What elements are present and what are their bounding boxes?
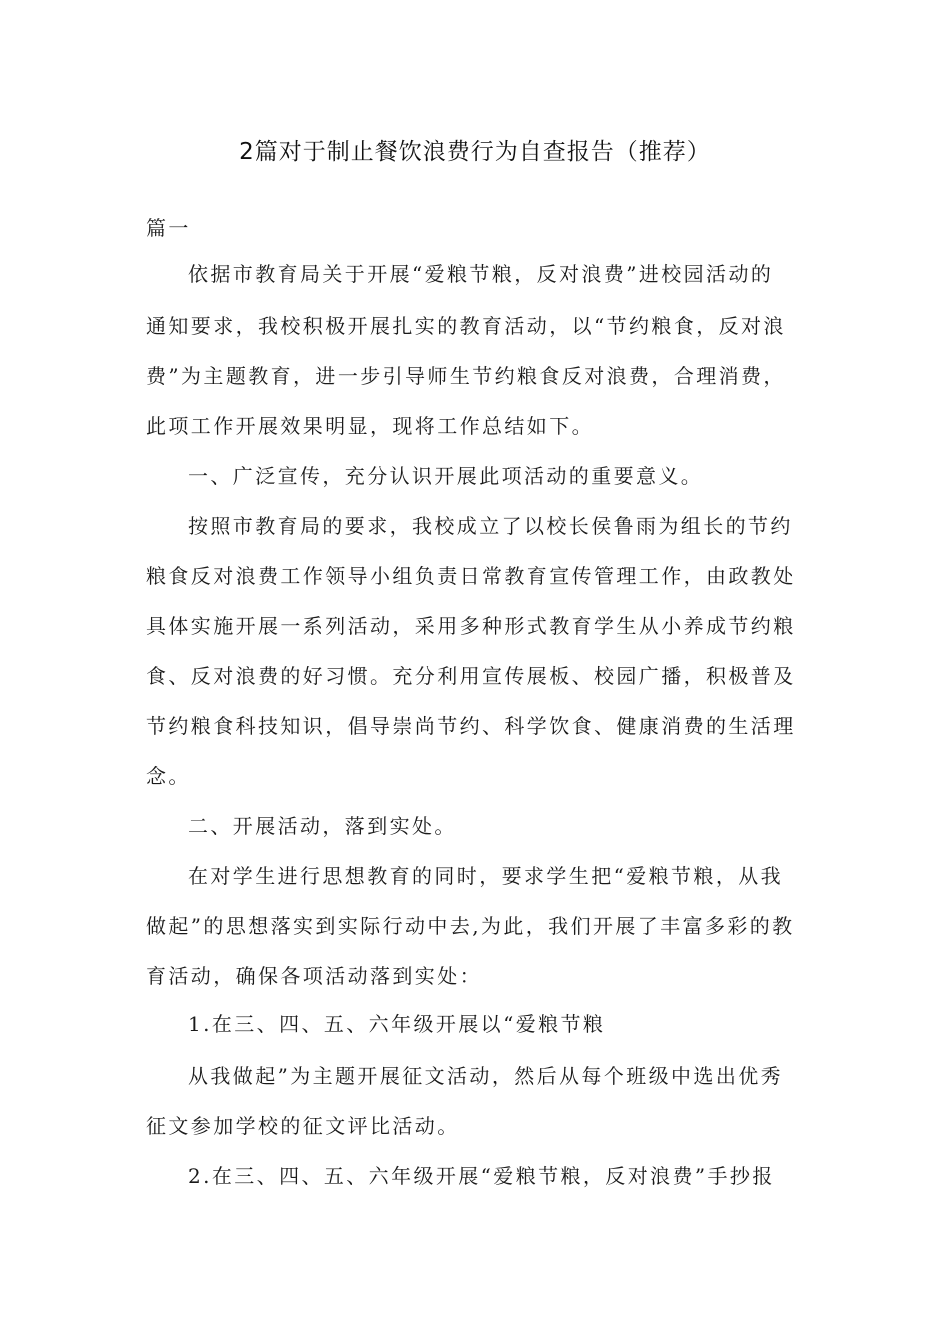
body-line: 念。 bbox=[146, 764, 191, 788]
body-line: 食、反对浪费的好习惯。充分利用宣传展板、校园广播，积极普及 bbox=[146, 664, 796, 688]
body-line: 粮食反对浪费工作领导小组负责日常教育宣传管理工作，由政教处 bbox=[146, 564, 796, 588]
section-heading-2: 二、开展活动，落到实处。 bbox=[188, 814, 457, 838]
list-item-2: 2.在三、四、五、六年级开展“爱粮节粮，反对浪费”手抄报 bbox=[188, 1164, 775, 1188]
body-line: 从我做起”为主题开展征文活动，然后从每个班级中选出优秀 bbox=[188, 1064, 784, 1088]
body-line: 依据市教育局关于开展“爱粮节粮，反对浪费”进校园活动的 bbox=[188, 262, 774, 286]
body-line: 节约粮食科技知识，倡导崇尚节约、科学饮食、健康消费的生活理 bbox=[146, 714, 796, 738]
body-line: 费”为主题教育，进一步引导师生节约粮食反对浪费，合理消费， bbox=[146, 364, 786, 388]
body-line: 通知要求，我校积极开展扎实的教育活动，以“节约粮食，反对浪 bbox=[146, 314, 786, 338]
section-heading-1: 一、广泛宣传，充分认识开展此项活动的重要意义。 bbox=[188, 464, 704, 488]
body-line: 征文参加学校的征文评比活动。 bbox=[146, 1114, 460, 1138]
body-line: 在对学生进行思想教育的同时，要求学生把“爱粮节粮，从我 bbox=[188, 864, 784, 888]
body-line: 做起”的思想落实到实际行动中去,为此，我们开展了丰富多彩的教 bbox=[146, 914, 795, 938]
body-line: 按照市教育局的要求，我校成立了以校长侯鲁雨为组长的节约 bbox=[188, 514, 793, 538]
list-item-1: 1.在三、四、五、六年级开展以“爱粮节粮 bbox=[188, 1012, 606, 1036]
body-line: 育活动，确保各项活动落到实处： bbox=[146, 964, 482, 988]
section-label: 篇一 bbox=[146, 216, 191, 240]
body-line: 此项工作开展效果明显，现将工作总结如下。 bbox=[146, 414, 594, 438]
body-line: 具体实施开展一系列活动，采用多种形式教育学生从小养成节约粮 bbox=[146, 614, 796, 638]
document-title: 2篇对于制止餐饮浪费行为自查报告（推荐） bbox=[239, 139, 711, 165]
